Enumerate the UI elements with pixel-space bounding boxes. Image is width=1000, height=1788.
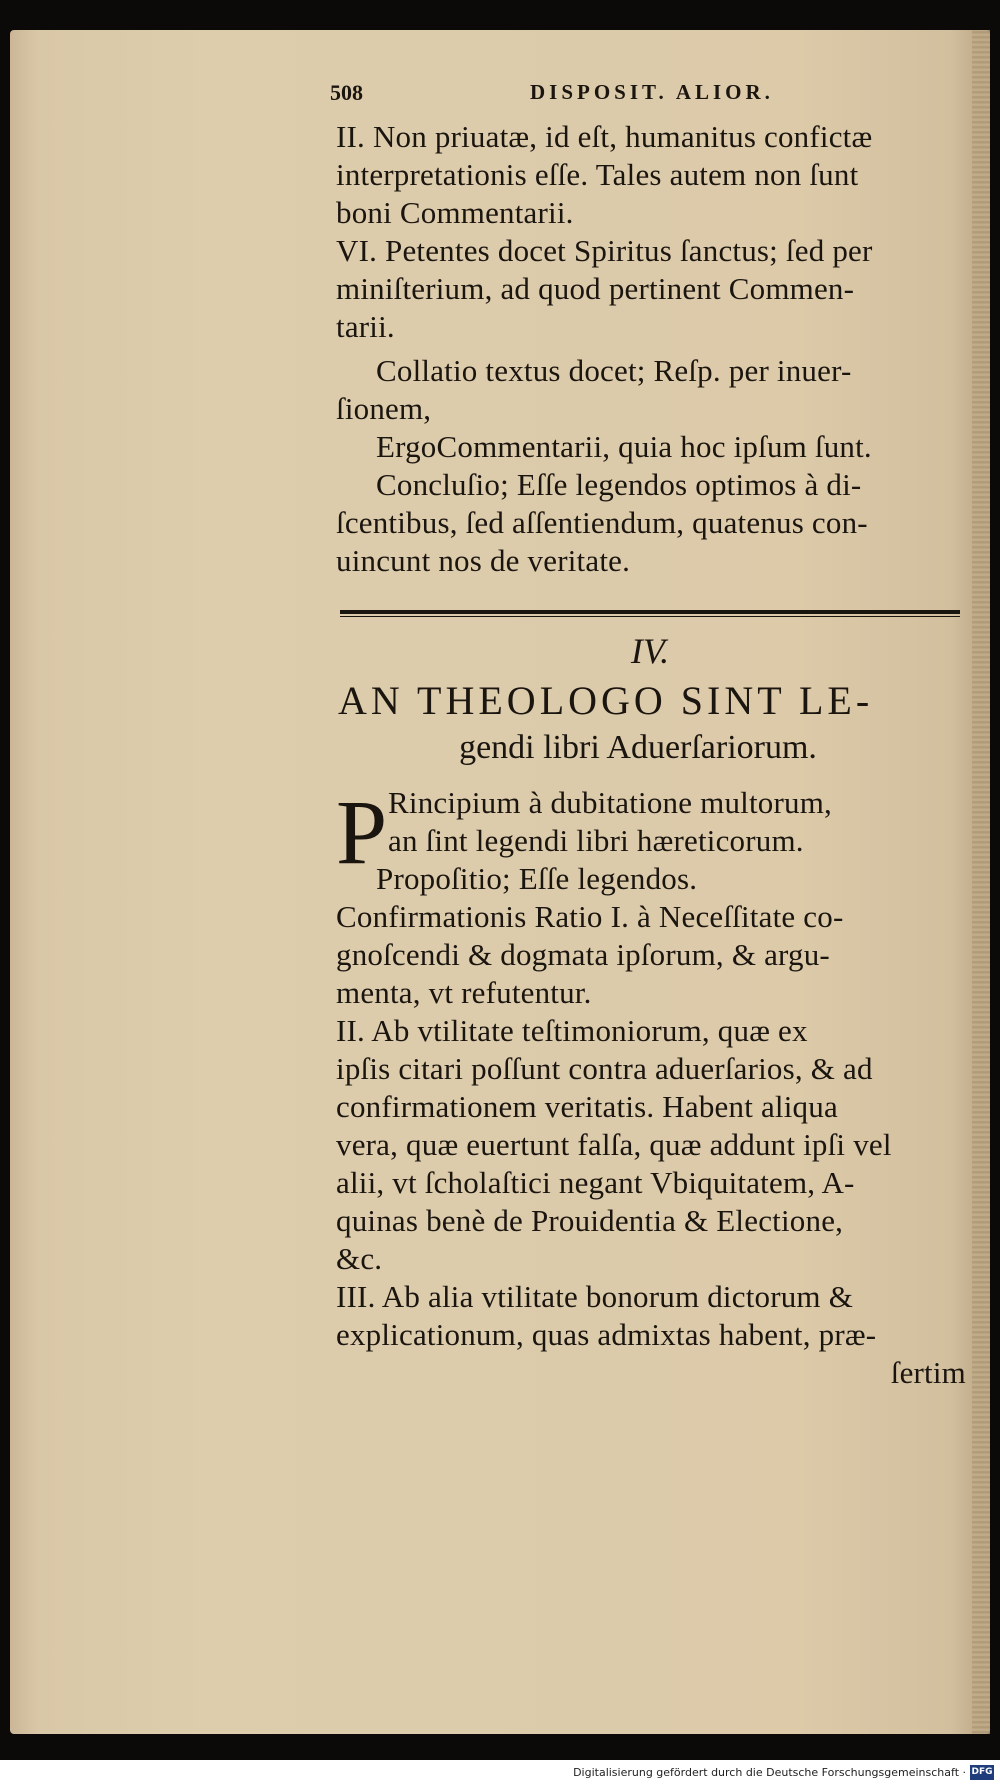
text-line: Confirmationis Ratio I. à Neceſſitate co- bbox=[336, 899, 844, 934]
footer-bar bbox=[0, 1760, 1000, 1788]
text-line: &c. bbox=[336, 1241, 383, 1276]
funding-credit: Digitalisierung gefördert durch die Deutsche Forschungsgemeinschaft · bbox=[573, 1766, 966, 1779]
page-number: 508 bbox=[330, 80, 363, 105]
text-block-2 bbox=[336, 352, 966, 580]
section-rule bbox=[340, 610, 960, 614]
page-edge bbox=[972, 30, 990, 1734]
text-line: ſionem, bbox=[336, 391, 432, 426]
running-head: DISPOSIT. ALIOR. bbox=[530, 80, 774, 104]
text-line: II. Non priuatæ, id eſt, humanitus confictæ bbox=[336, 119, 873, 154]
text-line: ipſis citari poſſunt contra aduerſarios, & ad bbox=[336, 1051, 873, 1086]
text-line: tarii. bbox=[336, 309, 395, 344]
text-line: ErgoCommentarii, quia hoc ipſum ſunt. bbox=[376, 429, 872, 464]
text-line: alii, vt ſcholaſtici negant Vbiquitatem, A- bbox=[336, 1165, 855, 1200]
text-line: miniſterium, ad quod pertinent Commen- bbox=[336, 271, 855, 306]
text-line: II. Ab vtilitate teſtimoniorum, quæ ex bbox=[336, 1013, 808, 1048]
text-line: explicationum, quas admixtas habent, præ- bbox=[336, 1317, 877, 1352]
text-line: an ſint legendi libri hæreticorum. bbox=[388, 823, 804, 858]
text-line: III. Ab alia vtilitate bonorum dictorum & bbox=[336, 1279, 854, 1314]
chapter-subtitle: gendi libri Aduerſariorum. bbox=[459, 729, 817, 766]
dfg-logo: DFG bbox=[970, 1765, 994, 1780]
text-line: ſcentibus, ſed aſſentiendum, quatenus con- bbox=[336, 505, 868, 540]
catchword: ſertim bbox=[890, 1355, 966, 1390]
text-line: uincunt nos de veritate. bbox=[336, 543, 631, 578]
text-line: interpretationis eſſe. Tales autem non ſunt bbox=[336, 157, 859, 192]
drop-cap: P bbox=[336, 781, 388, 883]
text-line: gnoſcendi & dogmata ipſorum, & argu- bbox=[336, 937, 830, 972]
text-line: menta, vt refutentur. bbox=[336, 975, 592, 1010]
text-line: Rincipium à dubitatione multorum, bbox=[388, 785, 832, 820]
text-line: vera, quæ euertunt falſa, quæ addunt ipſi vel bbox=[336, 1127, 892, 1162]
text-line: quinas benè de Prouidentia & Electione, bbox=[336, 1203, 844, 1238]
text-line: confirmationem veritatis. Habent aliqua bbox=[336, 1089, 838, 1124]
text-line: Propoſitio; Eſſe legendos. bbox=[376, 861, 698, 896]
chapter-title: AN THEOLOGO SINT LE- bbox=[338, 678, 874, 723]
page-header bbox=[330, 80, 800, 110]
text-line: Concluſio; Eſſe legendos optimos à di- bbox=[376, 467, 862, 502]
section-rule-thin bbox=[340, 616, 960, 617]
text-block-1 bbox=[336, 118, 966, 346]
chapter-number: IV. bbox=[630, 631, 670, 671]
text-line: Collatio textus docet; Reſp. per inuer- bbox=[376, 353, 852, 388]
text-line: boni Commentarii. bbox=[336, 195, 574, 230]
text-block-3 bbox=[336, 781, 966, 1392]
text-line: VI. Petentes docet Spiritus ſanctus; ſed per bbox=[336, 233, 873, 268]
